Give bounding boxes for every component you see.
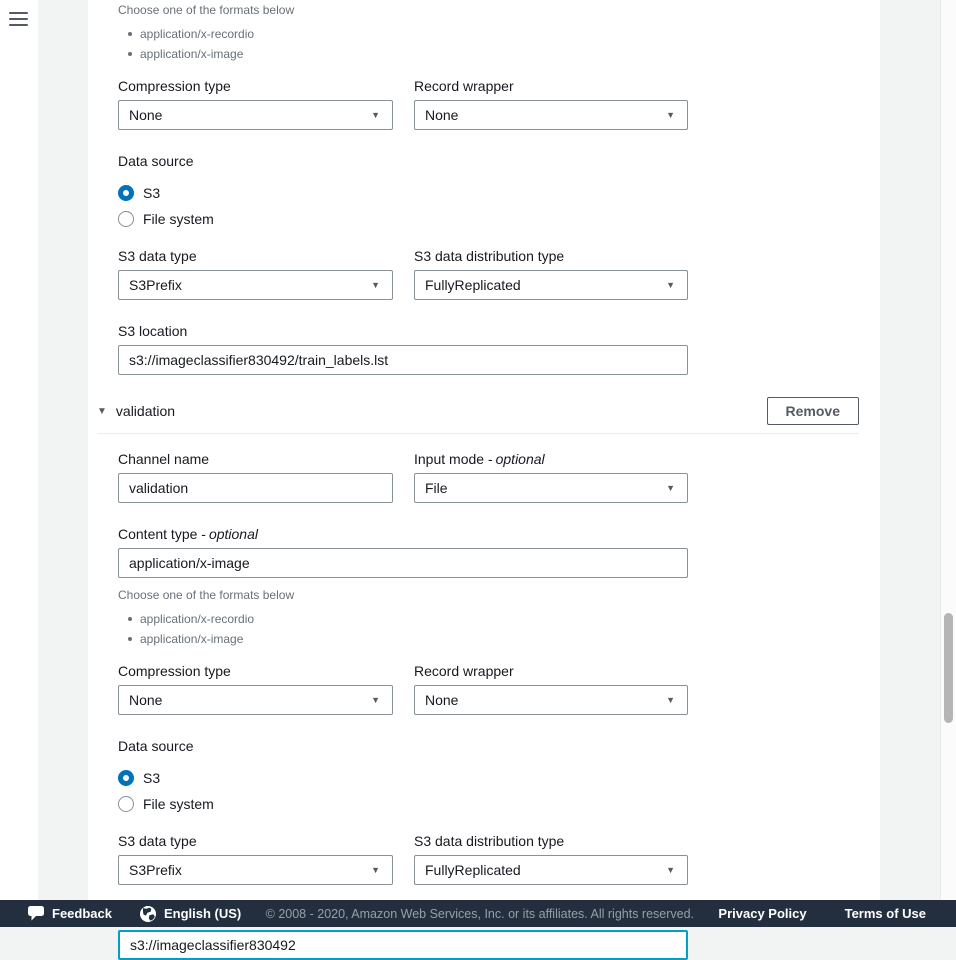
s3-distribution-label: S3 data distribution type xyxy=(414,833,565,849)
format-help-title: Choose one of the formats below xyxy=(118,3,295,17)
chevron-down-icon: ▼ xyxy=(371,279,380,290)
speech-bubble-icon xyxy=(28,906,44,921)
list-item: application/x-recordio xyxy=(118,24,688,44)
chevron-down-icon: ▼ xyxy=(371,694,380,705)
list-item: application/x-recordio xyxy=(118,609,688,629)
record-wrapper-select[interactable]: None ▼ xyxy=(414,100,688,130)
s3-distribution-label: S3 data distribution type xyxy=(414,248,565,264)
validation-section-toggle[interactable] xyxy=(97,403,175,419)
radio-unselected-icon xyxy=(118,211,134,227)
chevron-down-icon: ▼ xyxy=(666,694,675,705)
radio-file-system[interactable]: File system xyxy=(118,795,688,812)
globe-icon xyxy=(140,906,156,922)
format-options-list xyxy=(118,24,688,64)
s3-data-type-label: S3 data type xyxy=(118,833,197,849)
data-source-label: Data source xyxy=(118,153,194,169)
list-item: application/x-image xyxy=(118,629,688,649)
input-data-configuration-panel xyxy=(88,0,880,900)
channel-name-label: Channel name xyxy=(118,451,210,467)
remove-button[interactable]: Remove xyxy=(767,397,859,425)
content-type-label: Content type - optional xyxy=(118,526,258,542)
s3-location-input[interactable] xyxy=(118,930,688,960)
scrollbar-track[interactable] xyxy=(940,0,956,900)
s3-distribution-select[interactable]: FullyReplicated ▼ xyxy=(414,855,688,885)
compression-type-select[interactable]: None ▼ xyxy=(118,100,393,130)
chevron-down-icon: ▼ xyxy=(666,864,675,875)
s3-location-label: S3 location xyxy=(118,323,188,339)
caret-down-icon: ▼ xyxy=(97,405,107,417)
radio-s3[interactable]: S3 xyxy=(118,769,688,786)
input-mode-select[interactable]: File ▼ xyxy=(414,473,688,503)
s3-location-input[interactable] xyxy=(118,345,688,375)
input-mode-label: Input mode - optional xyxy=(414,451,545,467)
s3-data-type-label: S3 data type xyxy=(118,248,197,264)
record-wrapper-label: Record wrapper xyxy=(414,663,514,679)
copyright-text: © 2008 - 2020, Amazon Web Services, Inc. or its affiliates. All rights reserved. xyxy=(265,906,695,921)
train-channel-section xyxy=(88,3,688,375)
footer-bar xyxy=(0,900,956,927)
format-options-list xyxy=(118,609,688,649)
s3-data-type-select[interactable]: S3Prefix ▼ xyxy=(118,855,393,885)
validation-channel-section xyxy=(88,434,688,960)
s3-data-type-select[interactable]: S3Prefix ▼ xyxy=(118,270,393,300)
chevron-down-icon: ▼ xyxy=(666,482,675,493)
privacy-policy-link[interactable]: Privacy Policy xyxy=(718,906,807,921)
list-item: application/x-image xyxy=(118,44,688,64)
chevron-down-icon: ▼ xyxy=(371,109,380,120)
collapsed-sidebar xyxy=(0,0,38,900)
content-type-input[interactable] xyxy=(118,548,688,578)
terms-of-use-link[interactable]: Terms of Use xyxy=(844,906,926,921)
data-source-label: Data source xyxy=(118,738,194,754)
section-title: validation xyxy=(115,403,176,419)
format-help-title: Choose one of the formats below xyxy=(118,588,295,602)
radio-selected-icon xyxy=(118,185,134,201)
validation-section-header xyxy=(97,397,859,434)
bullet-icon xyxy=(128,637,132,641)
compression-type-label: Compression type xyxy=(118,663,231,679)
record-wrapper-label: Record wrapper xyxy=(414,78,514,94)
chevron-down-icon: ▼ xyxy=(666,279,675,290)
bullet-icon xyxy=(128,52,132,56)
radio-selected-icon xyxy=(118,770,134,786)
menu-icon[interactable] xyxy=(9,12,28,26)
record-wrapper-select[interactable]: None ▼ xyxy=(414,685,688,715)
scrollbar-thumb[interactable] xyxy=(944,613,953,723)
channel-name-input[interactable] xyxy=(118,473,393,503)
bullet-icon xyxy=(128,617,132,621)
compression-type-label: Compression type xyxy=(118,78,231,94)
radio-unselected-icon xyxy=(118,796,134,812)
compression-type-select[interactable]: None ▼ xyxy=(118,685,393,715)
radio-s3[interactable]: S3 xyxy=(118,184,688,201)
language-selector[interactable]: English (US) xyxy=(140,906,241,922)
radio-file-system[interactable]: File system xyxy=(118,210,688,227)
chevron-down-icon: ▼ xyxy=(371,864,380,875)
bullet-icon xyxy=(128,32,132,36)
feedback-button[interactable]: Feedback xyxy=(28,906,112,921)
chevron-down-icon: ▼ xyxy=(666,109,675,120)
s3-distribution-select[interactable]: FullyReplicated ▼ xyxy=(414,270,688,300)
